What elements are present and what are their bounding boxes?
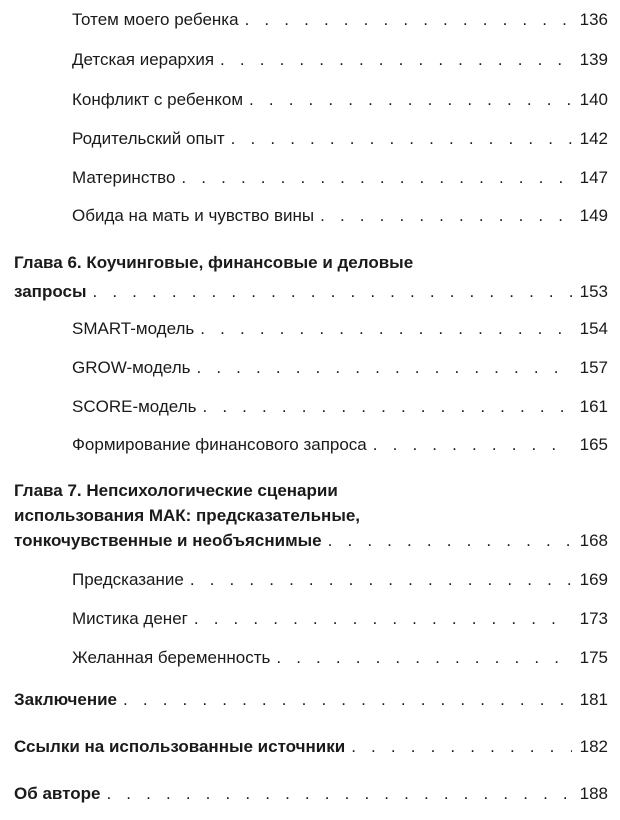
toc-leader-dots [249, 90, 572, 110]
toc-leader-dots [181, 168, 571, 188]
toc-leader-dots [106, 784, 571, 804]
toc-leader-dots [245, 10, 572, 30]
toc-entry-title: SCORE-модель [72, 397, 197, 416]
about-author-page: 188 [579, 784, 608, 803]
conclusion-entry[interactable] [14, 690, 608, 710]
toc-entry[interactable] [72, 50, 608, 70]
chapter-7-title-line-2[interactable]: использования МАК: предсказательные, [14, 506, 361, 525]
toc-entry-page: 161 [579, 397, 608, 416]
chapter-7-title-line-1[interactable]: Глава 7. Непсихологические сценарии [14, 481, 338, 500]
conclusion-title: Заключение [14, 690, 117, 709]
toc-entry-title: GROW-модель [72, 358, 191, 377]
toc-entry-page: 173 [579, 609, 608, 628]
toc-entry[interactable] [72, 10, 608, 30]
chapter-7-entry[interactable] [14, 531, 608, 551]
references-entry[interactable] [14, 737, 608, 757]
references-page: 182 [579, 737, 608, 756]
toc-entry-page: 142 [579, 129, 608, 148]
toc-leader-dots [92, 282, 571, 302]
toc-entry[interactable] [72, 319, 608, 339]
references-title: Ссылки на использованные источники [14, 737, 346, 756]
chapter-7-page: 168 [579, 531, 608, 550]
toc-entry-title: Желанная беременность [72, 648, 271, 667]
toc-entry[interactable] [72, 168, 608, 188]
toc-entry-page: 175 [579, 648, 608, 667]
toc-leader-dots [320, 206, 572, 226]
toc-entry-page: 149 [579, 206, 608, 225]
toc-entry-title: Детская иерархия [72, 50, 215, 69]
toc-entry-page: 165 [579, 435, 608, 454]
toc-leader-dots [351, 737, 571, 757]
toc-entry[interactable] [72, 397, 608, 417]
toc-entry-page: 140 [579, 90, 608, 109]
conclusion-page: 181 [579, 690, 608, 709]
toc-leader-dots [373, 435, 572, 455]
toc-leader-dots [194, 609, 572, 629]
toc-entry-page: 136 [579, 10, 608, 29]
toc-entry-page: 157 [579, 358, 608, 377]
toc-leader-dots [231, 129, 572, 149]
chapter-6-page: 153 [579, 282, 608, 301]
chapter-6-title-line-2: запросы [14, 282, 87, 301]
toc-entry-title: Родительский опыт [72, 129, 225, 148]
chapter-6-entry[interactable] [14, 282, 608, 302]
toc-entry-title: Формирование финансового запроса [72, 435, 367, 454]
toc-entry-title: Конфликт с ребенком [72, 90, 244, 109]
toc-leader-dots [276, 648, 571, 668]
toc-entry-page: 154 [579, 319, 608, 338]
toc-leader-dots [202, 397, 571, 417]
toc-entry[interactable] [72, 129, 608, 149]
toc-entry[interactable] [72, 435, 608, 455]
toc-entry[interactable] [72, 90, 608, 110]
about-author-title: Об авторе [14, 784, 101, 803]
toc-entry[interactable] [72, 648, 608, 668]
toc-leader-dots [220, 50, 572, 70]
toc-leader-dots [328, 531, 572, 551]
toc-entry-page: 147 [579, 168, 608, 187]
toc-entry-title: Мистика денег [72, 609, 188, 628]
toc-entry-title: Обида на мать и чувство вины [72, 206, 315, 225]
toc-entry-page: 169 [579, 570, 608, 589]
toc-entry-title: Материнство [72, 168, 176, 187]
chapter-6-title-line-1[interactable]: Глава 6. Коучинговые, финансовые и деловые [14, 253, 414, 272]
toc-entry-page: 139 [579, 50, 608, 69]
toc-entry-title: SMART-модель [72, 319, 195, 338]
toc-entry[interactable] [72, 570, 608, 590]
toc-entry[interactable] [72, 206, 608, 226]
toc-entry-title: Предсказание [72, 570, 184, 589]
chapter-7-title-line-3: тонкочувственные и необъяснимые [14, 531, 322, 550]
toc-leader-dots [123, 690, 572, 710]
toc-entry[interactable] [72, 358, 608, 378]
toc-leader-dots [196, 358, 571, 378]
toc-entry[interactable] [72, 609, 608, 629]
about-author-entry[interactable] [14, 784, 608, 804]
toc-entry-title: Тотем моего ребенка [72, 10, 239, 29]
toc-leader-dots [190, 570, 572, 590]
toc-leader-dots [200, 319, 571, 339]
